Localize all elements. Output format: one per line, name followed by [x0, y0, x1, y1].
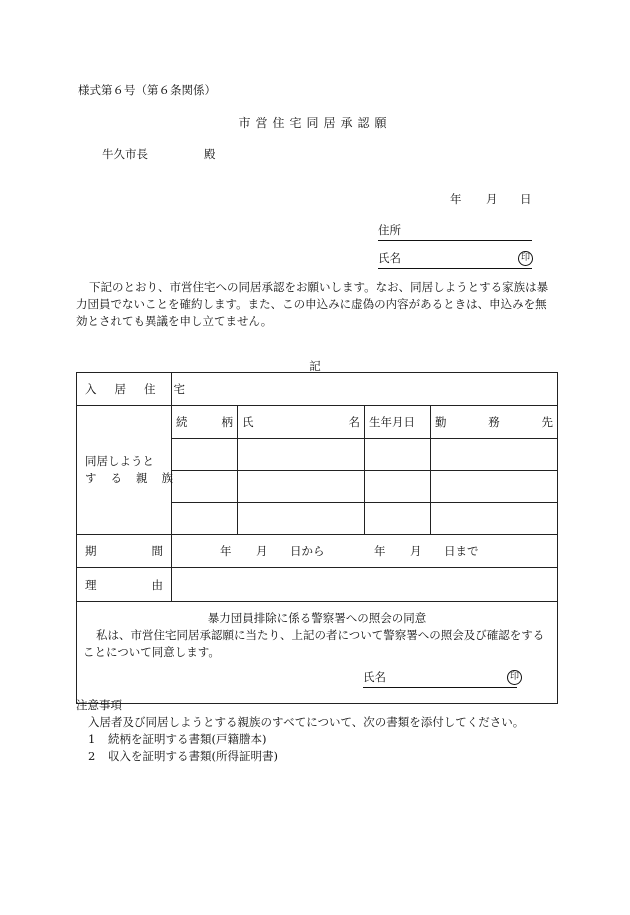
consent-name-label: 氏名: [363, 670, 386, 684]
addressee: [102, 146, 216, 162]
period-start-month: 月: [256, 544, 268, 558]
relation-input[interactable]: [172, 471, 238, 503]
list-item: 1 続柄を証明する書類(戸籍謄本): [88, 732, 267, 746]
family-label-char: 親: [136, 471, 148, 485]
name-input[interactable]: [238, 439, 365, 471]
consent-section: [77, 602, 558, 704]
residence-label-cell: [77, 373, 185, 406]
header-relation: 続 柄: [172, 406, 238, 439]
workplace-input[interactable]: [431, 439, 558, 471]
period-input[interactable]: [172, 535, 558, 568]
reason-label-cell: 理 由: [77, 568, 172, 602]
form-number: 様式第６号（第６条関係）: [78, 83, 216, 97]
residence-label-char: 居: [114, 382, 126, 396]
date-year-label: 年: [450, 192, 462, 206]
residence-input[interactable]: [172, 373, 558, 406]
period-start-day: 日から: [290, 544, 325, 558]
family-label-char: す: [85, 471, 97, 485]
applicant-name-field[interactable]: [378, 250, 532, 269]
residence-label-char: 宅: [173, 382, 185, 396]
header-workplace: 勤 務 先: [431, 406, 558, 439]
period-end-year: 年: [374, 544, 386, 558]
birthdate-input[interactable]: [365, 439, 431, 471]
relation-input[interactable]: [172, 439, 238, 471]
workplace-input[interactable]: [431, 471, 558, 503]
family-label-char: る: [110, 471, 122, 485]
family-label-line1: 同居しようと: [85, 454, 154, 468]
birthdate-input[interactable]: [365, 503, 431, 535]
header-birthdate: 生年月日: [365, 406, 431, 439]
addressee-name: 牛久市長: [102, 147, 148, 161]
applicant-name-label: 氏名: [378, 251, 401, 265]
applicant-address-label: 住所: [378, 223, 401, 237]
family-label-cell: [77, 406, 172, 535]
notes-title: 注意事項: [76, 698, 122, 712]
consent-name-field[interactable]: [363, 669, 517, 688]
date-day-label: 日: [520, 192, 532, 206]
workplace-input[interactable]: [431, 503, 558, 535]
notes-intro: 入居者及び同居しようとする親族のすべてについて、次の書類を添付してください。: [88, 715, 525, 729]
period-end-day: 日まで: [444, 544, 479, 558]
document-title: 市営住宅同居承認願: [238, 116, 392, 130]
applicant-address-field[interactable]: [378, 222, 532, 241]
header-name: 氏 名: [238, 406, 365, 439]
residence-label-char: 住: [144, 382, 156, 396]
residence-label-char: 入: [85, 382, 97, 396]
period-label-cell: 期 間: [77, 535, 172, 568]
seal-icon: 印: [507, 670, 522, 685]
ki-heading: 記: [309, 359, 321, 373]
consent-text: 私は、市営住宅同居承認願に当たり、上記の者について警察署への照会及び確認をすることについて同意します。: [83, 628, 545, 659]
name-input[interactable]: [238, 471, 365, 503]
addressee-suffix: 殿: [204, 147, 216, 161]
period-start-year: 年: [220, 544, 232, 558]
seal-icon: 印: [518, 251, 533, 266]
reason-input[interactable]: [172, 568, 558, 602]
birthdate-input[interactable]: [365, 471, 431, 503]
period-end-month: 月: [410, 544, 422, 558]
list-item: 2 収入を証明する書類(所得証明書): [88, 749, 278, 763]
relation-input[interactable]: [172, 503, 238, 535]
pledge-paragraph: 下記のとおり、市営住宅への同居承認をお願いします。なお、同居しようとする家族は暴力団員でないことを確約します。また、この申込みに虚偽の内容があるときは、申込みを無効とされても異議を申し立てません。: [76, 280, 549, 328]
name-input[interactable]: [238, 503, 365, 535]
application-table: [76, 372, 558, 704]
consent-title: 暴力団員排除に係る警察署への照会の同意: [207, 611, 427, 625]
date-month-label: 月: [486, 192, 498, 206]
family-label-char: 族: [161, 471, 173, 485]
